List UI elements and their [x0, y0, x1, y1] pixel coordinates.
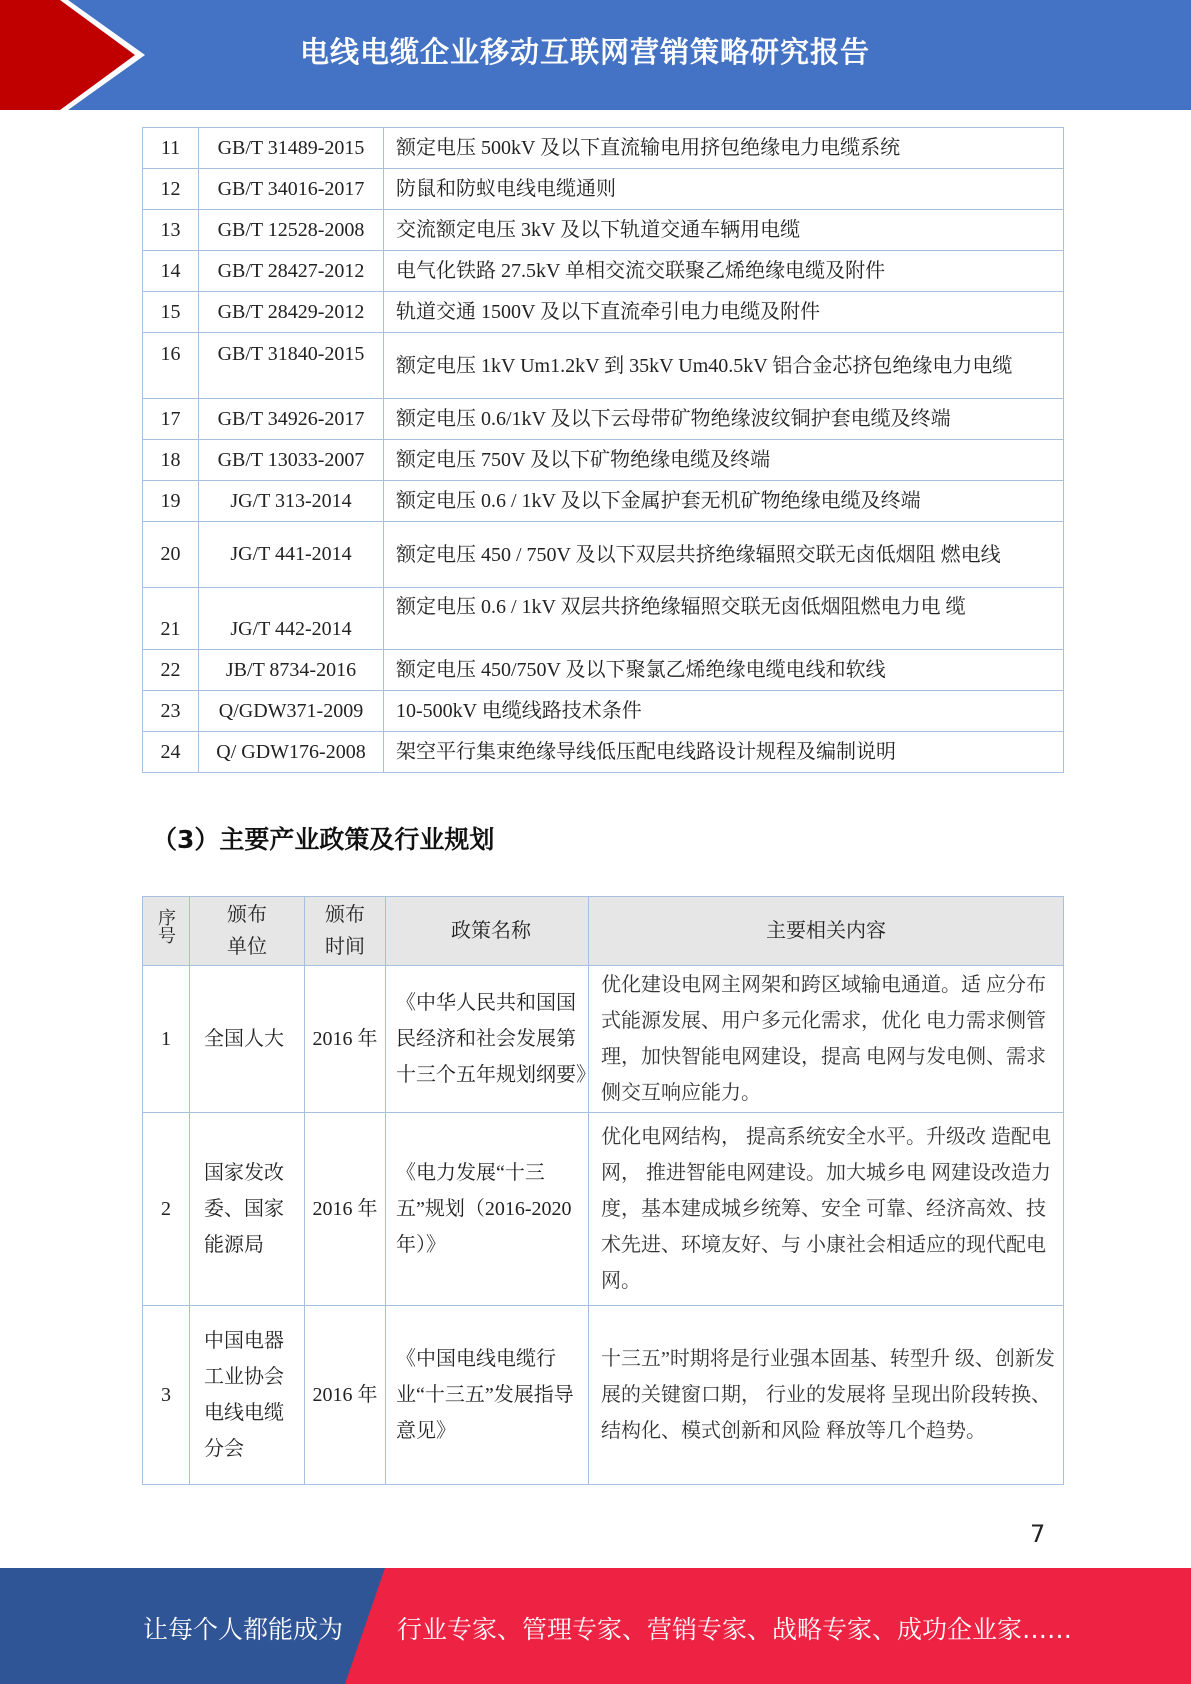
standard-number: 15	[143, 292, 199, 333]
standard-number: 12	[143, 169, 199, 210]
standard-name: 额定电压 450 / 750V 及以下双层共挤绝缘辐照交联无卤低烟阻 燃电线	[384, 522, 1064, 588]
standard-code: GB/T 31840-2015	[199, 333, 384, 399]
standard-name: 10-500kV 电缆线路技术条件	[384, 691, 1064, 732]
table-row	[143, 1306, 1064, 1485]
standard-name: 额定电压 0.6/1kV 及以下云母带矿物绝缘波纹铜护套电缆及终端	[384, 399, 1064, 440]
section-heading: （3）主要产业政策及行业规划	[152, 825, 495, 854]
standard-name: 交流额定电压 3kV 及以下轨道交通车辆用电缆	[384, 210, 1064, 251]
table-row	[143, 169, 1064, 210]
standard-number: 21	[143, 588, 199, 650]
standard-name: 额定电压 750V 及以下矿物绝缘电缆及终端	[384, 440, 1064, 481]
policy-time: 2016 年	[305, 966, 386, 1113]
header-org	[190, 897, 305, 966]
table-row	[143, 732, 1064, 773]
standard-name: 额定电压 450/750V 及以下聚氯乙烯绝缘电缆电线和软线	[384, 650, 1064, 691]
standard-code: Q/GDW371-2009	[199, 691, 384, 732]
standard-number: 20	[143, 522, 199, 588]
policy-number: 3	[143, 1306, 190, 1485]
report-title: 电线电缆企业移动互联网营销策略研究报告	[300, 35, 871, 69]
standard-number: 19	[143, 481, 199, 522]
standard-name: 额定电压 0.6 / 1kV 双层共挤绝缘辐照交联无卤低烟阻燃电力电 缆	[384, 588, 1064, 650]
policy-issuer: 中国电器工业协会电线电缆分会	[190, 1306, 305, 1485]
table-row	[143, 966, 1064, 1113]
standard-name: 防鼠和防蚁电线电缆通则	[384, 169, 1064, 210]
standard-number: 17	[143, 399, 199, 440]
header-org-line2: 单位	[227, 936, 267, 958]
table-row	[143, 522, 1064, 588]
header-time-line2: 时间	[325, 936, 365, 958]
policy-name: 《中国电线电缆行业“十三五”发展指导意见》	[386, 1306, 589, 1485]
policy-issuer: 全国人大	[190, 966, 305, 1113]
standard-name: 轨道交通 1500V 及以下直流牵引电力电缆及附件	[384, 292, 1064, 333]
policy-content: 优化电网结构， 提高系统安全水平。升级改 造配电网， 推进智能电网建设。加大城乡电 网建设改造力度，基本建成城乡统筹、安全 可靠、经济高效、技术先进、环境友好、与 小康社会相适应的现代配电网。	[589, 1113, 1064, 1306]
page-number: 7	[1030, 1520, 1046, 1548]
header-org-line1: 颁布	[227, 904, 267, 926]
policy-name: 《中华人民共和国国民经济和社会发展第十三个五年规划纲要》	[386, 966, 589, 1113]
table-row	[143, 588, 1064, 650]
standard-name: 额定电压 1kV Um1.2kV 到 35kV Um40.5kV 铝合金芯挤包绝缘电力电缆	[384, 333, 1064, 399]
table-row	[143, 292, 1064, 333]
policy-number: 1	[143, 966, 190, 1113]
policy-issuer: 国家发改委、国家能源局	[190, 1113, 305, 1306]
policy-time: 2016 年	[305, 1306, 386, 1485]
table-row	[143, 481, 1064, 522]
standard-number: 18	[143, 440, 199, 481]
standard-code: GB/T 12528-2008	[199, 210, 384, 251]
standard-number: 22	[143, 650, 199, 691]
table-row	[143, 399, 1064, 440]
table-row	[143, 333, 1064, 399]
table-row	[143, 251, 1064, 292]
policy-table-header-row	[143, 897, 1064, 966]
standard-code: JG/T 442-2014	[199, 588, 384, 650]
policy-name: 《电力发展“十三五”规划（2016-2020 年）》	[386, 1113, 589, 1306]
page-footer	[0, 1568, 1191, 1684]
standard-number: 23	[143, 691, 199, 732]
standard-code: JG/T 441-2014	[199, 522, 384, 588]
policy-table	[142, 896, 1064, 1485]
footer-right-text: 行业专家、管理专家、营销专家、战略专家、成功企业家……	[397, 1615, 1073, 1644]
standard-number: 11	[143, 128, 199, 169]
policy-time: 2016 年	[305, 1113, 386, 1306]
header-arrow-decoration	[0, 0, 150, 110]
table-row	[143, 1113, 1064, 1306]
page-header	[0, 0, 1191, 110]
header-content: 主要相关内容	[589, 897, 1064, 966]
standards-table	[142, 127, 1064, 773]
standard-number: 24	[143, 732, 199, 773]
footer-left-text: 让每个人都能成为	[143, 1615, 344, 1644]
header-no	[143, 897, 190, 966]
standard-code: GB/T 28427-2012	[199, 251, 384, 292]
standard-number: 13	[143, 210, 199, 251]
table-row	[143, 128, 1064, 169]
standard-code: JG/T 313-2014	[199, 481, 384, 522]
standard-code: GB/T 34016-2017	[199, 169, 384, 210]
standard-code: Q/ GDW176-2008	[199, 732, 384, 773]
standard-name: 额定电压 0.6 / 1kV 及以下金属护套无机矿物绝缘电缆及终端	[384, 481, 1064, 522]
table-row	[143, 440, 1064, 481]
header-time	[305, 897, 386, 966]
table-row	[143, 691, 1064, 732]
policy-content: 优化建设电网主网架和跨区域输电通道。适 应分布式能源发展、用户多元化需求，优化 电力需求侧管理，加快智能电网建设，提高 电网与发电侧、需求侧交互响应能力。	[589, 966, 1064, 1113]
standard-code: GB/T 28429-2012	[199, 292, 384, 333]
header-policy-name: 政策名称	[386, 897, 589, 966]
standard-name: 电气化铁路 27.5kV 单相交流交联聚乙烯绝缘电缆及附件	[384, 251, 1064, 292]
policy-content: 十三五”时期将是行业强本固基、转型升 级、创新发展的关键窗口期， 行业的发展将 呈现出阶段转换、结构化、模式创新和风险 释放等几个趋势。	[589, 1306, 1064, 1485]
standard-number: 14	[143, 251, 199, 292]
standard-code: GB/T 31489-2015	[199, 128, 384, 169]
table-row	[143, 210, 1064, 251]
policy-number: 2	[143, 1113, 190, 1306]
standard-number: 16	[143, 333, 199, 399]
standard-code: GB/T 13033-2007	[199, 440, 384, 481]
table-row	[143, 650, 1064, 691]
standard-name: 架空平行集束绝缘导线低压配电线路设计规程及编制说明	[384, 732, 1064, 773]
header-time-line1: 颁布	[325, 904, 365, 926]
standard-name: 额定电压 500kV 及以下直流输电用挤包绝缘电力电缆系统	[384, 128, 1064, 169]
standard-code: GB/T 34926-2017	[199, 399, 384, 440]
header-no-label: 序号	[156, 908, 176, 944]
standard-code: JB/T 8734-2016	[199, 650, 384, 691]
